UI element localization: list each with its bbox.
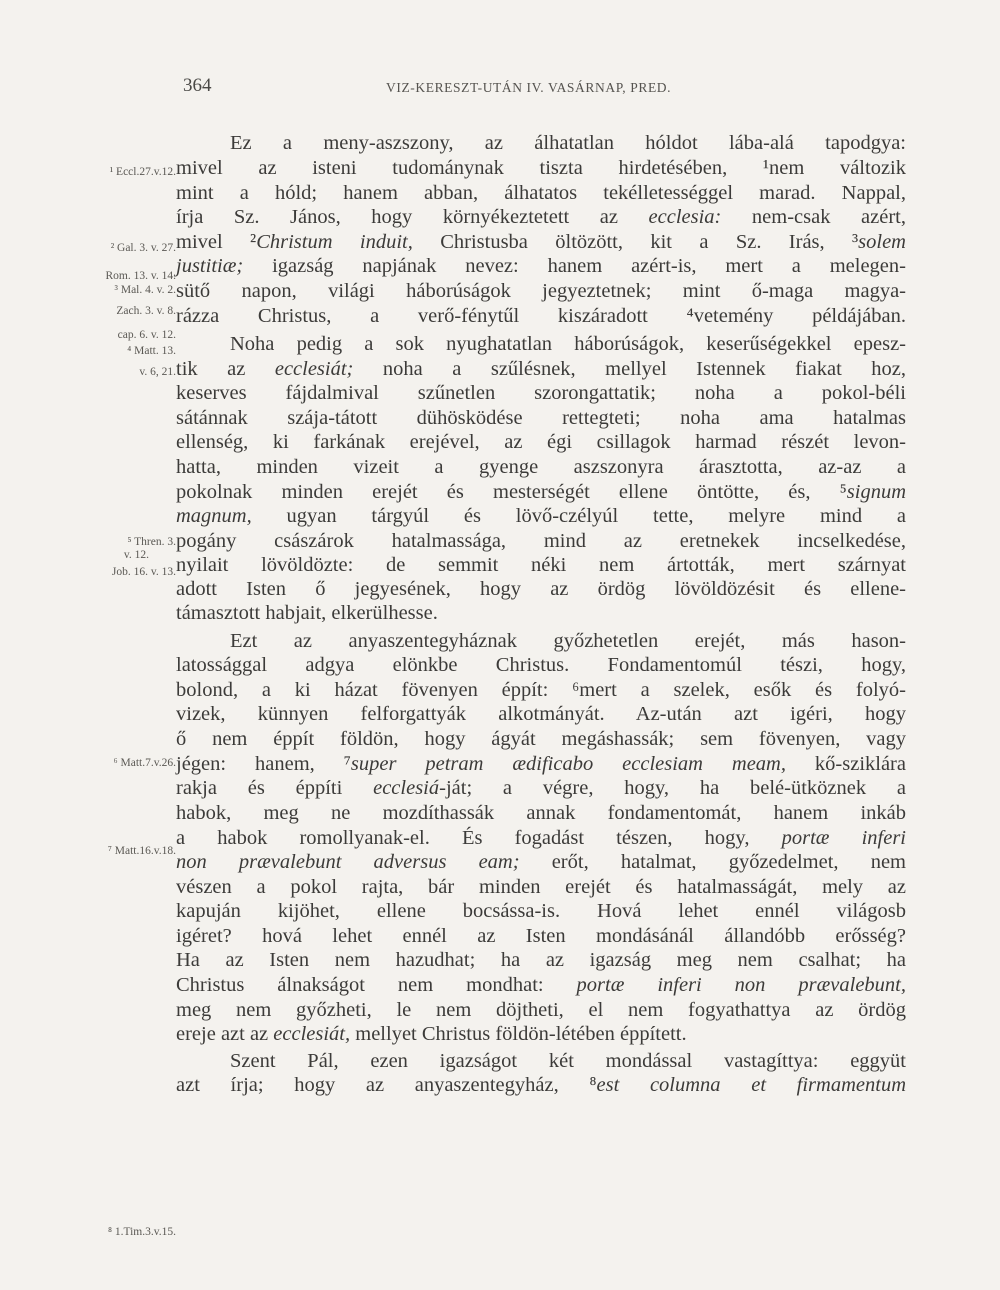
text-run: adott Isten ő jegyesének, hogy az ördög lövöldözésit és ellene- [176,578,906,600]
text-line [176,653,906,677]
text-line [176,801,906,825]
text-line [176,357,906,381]
text-run: nyilait lövöldözte: de semmit néki nem ártották, mert szárnyat [176,554,906,576]
text-line [176,230,906,254]
text-run: ő nem éppít földön, hogy ágyát megáshassák; sem fövenyen, vagy [176,728,906,750]
text-run: bolond, a ki házat fövenyen éppít: ⁶mert a szelek, esők és folyó- [176,679,906,701]
text-run: mint a hóld; hanem abban, álhatatos tekélletességgel marad. Nappal, [176,182,906,204]
text-run: ereje azt az [176,1023,274,1045]
italic-text: portæ inferi [781,827,906,849]
text-line [176,181,906,205]
italic-text: solem [858,231,906,253]
text-run: a habok romollyanak-el. És fogadást tészen, hogy, [176,827,782,849]
margin-note: v. 6, 21. [139,366,176,378]
text-run: sütő napon, világi háborúságok jegyeztetnek; mint ő-maga magya- [176,280,906,302]
margin-note: Zach. 3. v. 8. [116,305,176,317]
text-line [176,504,906,528]
text-run: pokolnak minden erejét és mesterségét ellene öntötte, és, ⁵ [176,481,847,503]
margin-note: ⁷ Matt.16.v.18. [107,845,176,857]
text-line [176,1022,906,1046]
text-run: kő-sziklára [785,753,906,775]
margin-note: v. 12. [123,549,149,561]
text-run: latossággal adgya elönkbe Christus. Fondamentomúl tészi, hogy, [176,654,906,676]
text-run: mellyet Christus földön-létében éppített. [350,1023,687,1045]
text-run: igazság napjának nevez: hanem azért-is, mert a melegen- [243,255,906,277]
text-line [176,577,906,601]
italic-text: ecclesiát; [274,358,354,380]
text-run: igéret? hová lehet ennél az Isten mondásánál állandóbb erősség? [176,925,906,947]
text-run: Noha pedig a sok nyughatatlan háborúságok, keserűségekkel epesz- [230,333,906,355]
margin-note: Rom. 13. v. 14. [105,270,176,282]
text-line [176,553,906,577]
text-line [230,1049,906,1073]
text-line [176,430,906,454]
text-run: támasztott habjait, elkerülhesse. [176,602,438,624]
text-run: Ha az Isten nem hazudhat; ha az igazság meg nem csalhat; ha [176,949,906,971]
italic-text: ecclesiá [373,777,440,799]
text-line [176,406,906,430]
text-line [176,254,906,278]
italic-text: ecclesiát, [273,1023,351,1045]
text-run: hatta, minden vizeit a gyenge aszszonyra árasztotta, az-az a [176,456,906,478]
margin-note: ⁸ 1.Tim.3.v.15. [107,1226,176,1238]
text-run: ugyan tárgyúl és lövő-czélyúl tette, melyre mind a [251,505,906,527]
margin-note: ² Gal. 3. v. 27. [110,242,176,254]
italic-text: magnum, [176,505,252,527]
margin-note: ⁴ Matt. 13. [127,345,176,357]
text-line [176,973,906,997]
text-run: Christus álnakságot nem mondhat: [176,974,577,996]
italic-text: portæ inferi non prævalebunt, [576,974,906,996]
text-line [176,156,906,180]
italic-text: ecclesia: [648,206,722,228]
margin-note: ³ Mal. 4. v. 2. [114,284,176,296]
text-run: habok, meg ne mozdíthassák annak fondamentomát, hanem inkáb [176,802,906,824]
margin-note: ¹ Eccl.27.v.12. [109,166,176,178]
text-line [230,629,906,653]
text-run: Christusba öltözött, kit a Sz. Irás, ³ [412,231,859,253]
text-line [176,381,906,405]
text-run: pogány császárok hatalmassága, mind az eretnekek incselkedése, [176,530,906,552]
text-line [176,826,906,850]
margin-note: Job. 16. v. 13. [111,566,176,578]
text-line [176,529,906,553]
text-line [176,752,906,776]
text-run: erőt, hatalmat, győzedelmet, nem [519,851,906,873]
text-run: meg nem győzheti, le nem döjtheti, el nem fogyathattya az ördög [176,999,906,1021]
text-run: sátánnak szája-tátott dühösködése rettegteti; noha ama hatalmas [176,407,906,429]
text-run: nem-csak azért, [721,206,906,228]
margin-note: ⁶ Matt.7.v.26. [113,757,176,769]
text-line [176,924,906,948]
text-line [230,131,906,155]
italic-text: Christum induit, [256,231,413,253]
text-line [176,875,906,899]
text-run: -ját; a végre, hogy, ha belé-ütköznek a [439,777,906,799]
text-line [176,279,906,303]
text-line [176,727,906,751]
running-head: VIZ-KERESZT-UTÁN IV. VASÁRNAP, PRED. [386,80,672,95]
text-run: jégen: hanem, ⁷ [176,753,351,775]
margin-note: cap. 6. v. 12. [117,329,176,341]
text-run: ellenség, ki farkának erejével, az égi csillagok harmad részét levon- [176,431,906,453]
text-line [176,948,906,972]
text-line [176,455,906,479]
text-line [176,1073,906,1097]
text-line [176,702,906,726]
text-line [176,601,906,625]
text-run: vészen a pokol rajta, bár minden erejét és hatalmasságát, mely az [176,876,906,898]
text-run: azt írja; hogy az anyaszentegyház, ⁸ [176,1074,597,1096]
text-line [176,304,906,328]
text-run: tik az [176,358,275,380]
italic-text: non prævalebunt adversus eam; [176,851,520,873]
text-run: mivel az isteni tudománynak tiszta hirdetésében, ¹nem változik [176,157,906,179]
text-line [176,776,906,800]
text-line [176,850,906,874]
text-run: rakja és éppíti [176,777,374,799]
text-run: Ez a meny-aszszony, az álhatatlan hóldot lába-alá tapodgya: [230,132,906,154]
text-line [176,899,906,923]
text-run: Ezt az anyaszentegyháznak győzhetetlen erejét, más hason- [230,630,906,652]
text-line [230,332,906,356]
page-number: 364 [183,75,212,96]
italic-text: super petram ædificabo ecclesiam meam, [350,753,786,775]
text-line [176,205,906,229]
text-line [176,480,906,504]
italic-text: signum [846,481,906,503]
text-run: írja Sz. János, hogy környékeztetett az [176,206,649,228]
text-run: noha a szűlésnek, mellyel Istennek fiakat hoz, [353,358,906,380]
text-run: rázza Christus, a verő-fénytűl kiszáradott ⁴vetemény példájában. [176,305,906,327]
text-run: kapuján kijöhet, ellene bocsássa-is. Hová lehet ennél világosb [176,900,906,922]
italic-text: est columna et firmamentum [596,1074,906,1096]
text-run: keserves fájdalmival szűnetlen szorongattatik; noha a pokol-béli [176,382,906,404]
text-run: vizek, künnyen felforgattyák alkotmányát. Az-után azt igéri, hogy [176,703,906,725]
text-line [176,998,906,1022]
text-line [176,678,906,702]
text-run: Szent Pál, ezen igazságot két mondással vastagíttya: eggyüt [230,1050,906,1072]
margin-note: ⁵ Thren. 3. [127,536,176,548]
text-run: mivel ² [176,231,257,253]
italic-text: justitiæ; [176,255,244,277]
